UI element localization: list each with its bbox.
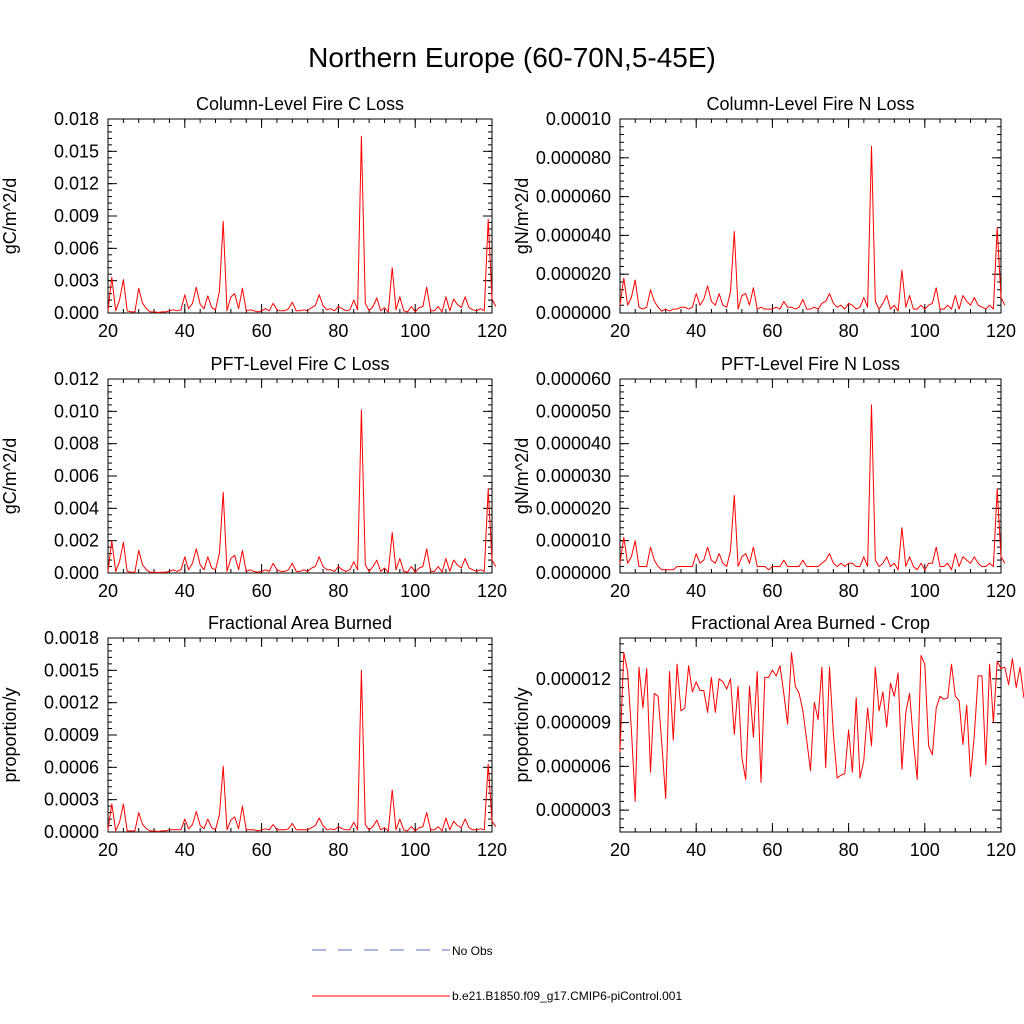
- x-tick-label: 80: [838, 581, 859, 601]
- y-tick-label: 0.000003: [535, 800, 611, 821]
- y-tick-label: 0.000009: [535, 712, 611, 733]
- x-tick-label: 80: [838, 321, 859, 341]
- x-tick-label: 120: [476, 581, 508, 601]
- x-tick-label: 40: [686, 581, 707, 601]
- chart-panel-2: [512, 94, 1016, 341]
- y-axis-label: gN/m^2/d: [512, 437, 532, 515]
- x-tick-label: 120: [476, 321, 508, 341]
- x-tick-label: 100: [400, 581, 431, 601]
- panel-title: PFT-Level Fire N Loss: [720, 354, 901, 374]
- panel-title: PFT-Level Fire C Loss: [210, 354, 390, 374]
- x-tick-label: 20: [609, 840, 631, 860]
- plot-frame: [108, 379, 492, 573]
- x-tick-label: 80: [328, 840, 349, 860]
- x-tick-label: 80: [328, 321, 349, 341]
- x-tick-label: 100: [909, 840, 940, 860]
- legend-model-label: b.e21.B1850.f09_g17.CMIP6-piControl.001: [452, 989, 683, 1003]
- x-tick-label: 60: [251, 840, 272, 860]
- x-tick-label: 100: [400, 840, 431, 860]
- y-tick-label: 0.002: [53, 530, 99, 551]
- y-tick-label: 0.008: [53, 433, 99, 454]
- y-tick-label: 0.015: [53, 141, 99, 162]
- y-tick-label: 0.004: [53, 498, 99, 519]
- series-line: [620, 146, 1005, 311]
- y-tick-label: 0.000006: [535, 756, 611, 777]
- y-tick-label: 0.0003: [43, 789, 99, 810]
- y-axis-label: proportion/y: [512, 687, 532, 783]
- chart-panel-5: [0, 613, 507, 860]
- y-tick-label: 0.003: [53, 270, 99, 291]
- x-tick-label: 120: [985, 321, 1017, 341]
- plot-frame: [620, 379, 1001, 573]
- y-tick-label: 0.000000: [535, 303, 611, 323]
- series-line: [108, 670, 496, 831]
- x-tick-label: 60: [762, 581, 783, 601]
- y-tick-label: 0.0015: [43, 660, 99, 681]
- y-axis-label: gC/m^2/d: [0, 437, 20, 515]
- y-tick-label: 0.000040: [535, 433, 611, 454]
- series-line: [620, 653, 1024, 802]
- y-tick-label: 0.000060: [535, 369, 611, 389]
- x-tick-label: 20: [97, 581, 119, 601]
- y-tick-label: 0.000: [53, 563, 99, 583]
- y-tick-label: 0.000040: [535, 225, 611, 246]
- x-tick-label: 120: [985, 840, 1017, 860]
- x-tick-label: 20: [609, 581, 631, 601]
- x-tick-label: 100: [909, 321, 940, 341]
- chart-panel-6: [512, 613, 1024, 860]
- x-tick-label: 100: [400, 321, 431, 341]
- y-tick-label: 0.0009: [43, 725, 99, 745]
- y-tick-label: 0.000080: [535, 147, 611, 168]
- y-tick-label: 0.006: [53, 466, 99, 486]
- series-line: [620, 405, 1005, 570]
- panel-title: Fractional Area Burned - Crop: [690, 613, 931, 633]
- series-line: [108, 136, 496, 312]
- y-tick-label: 0.000012: [535, 668, 611, 689]
- panel-title: Fractional Area Burned: [207, 613, 393, 633]
- y-tick-label: 0.0000: [43, 822, 99, 842]
- x-tick-label: 40: [686, 840, 707, 860]
- y-tick-label: 0.000020: [535, 498, 611, 519]
- y-axis-label: proportion/y: [0, 687, 20, 783]
- x-tick-label: 20: [97, 321, 119, 341]
- plot-frame: [620, 119, 1001, 313]
- panel-title: Column-Level Fire N Loss: [706, 94, 915, 114]
- y-axis-label: gN/m^2/d: [512, 177, 532, 255]
- y-tick-label: 0.012: [53, 369, 99, 389]
- page-title: Northern Europe (60-70N,5-45E): [308, 42, 716, 73]
- y-tick-label: 0.000010: [535, 530, 611, 551]
- x-tick-label: 60: [762, 321, 783, 341]
- legend-obs-label: No Obs: [452, 944, 493, 958]
- x-tick-label: 60: [251, 581, 272, 601]
- chart-panel-3: [0, 354, 507, 601]
- x-tick-label: 100: [909, 581, 940, 601]
- y-tick-label: 0.000000: [535, 563, 611, 583]
- plot-frame: [108, 119, 492, 313]
- x-tick-label: 40: [686, 321, 707, 341]
- series-line: [108, 410, 496, 573]
- x-tick-label: 20: [97, 840, 119, 860]
- y-tick-label: 0.012: [53, 173, 99, 194]
- x-tick-label: 120: [476, 840, 508, 860]
- x-tick-label: 40: [174, 581, 195, 601]
- y-tick-label: 0.000050: [535, 401, 611, 422]
- y-tick-label: 0.018: [53, 109, 99, 129]
- y-tick-label: 0.0012: [43, 692, 99, 713]
- legend: [312, 944, 682, 1003]
- y-tick-label: 0.010: [53, 401, 99, 422]
- y-tick-label: 0.006: [53, 238, 99, 259]
- x-tick-label: 20: [609, 321, 631, 341]
- y-tick-label: 0.000060: [535, 186, 611, 207]
- x-tick-label: 80: [838, 840, 859, 860]
- plot-frame: [108, 638, 492, 832]
- y-tick-label: 0.009: [53, 206, 99, 226]
- x-tick-label: 120: [985, 581, 1017, 601]
- y-tick-label: 0.00010: [545, 109, 611, 129]
- x-tick-label: 60: [251, 321, 272, 341]
- chart-panel-1: [0, 94, 507, 341]
- y-axis-label: gC/m^2/d: [0, 177, 20, 255]
- y-tick-label: 0.000: [53, 303, 99, 323]
- y-tick-label: 0.0018: [43, 628, 99, 648]
- x-tick-label: 40: [174, 321, 195, 341]
- x-tick-label: 80: [328, 581, 349, 601]
- chart-panel-4: [512, 354, 1016, 601]
- x-tick-label: 40: [174, 840, 195, 860]
- y-tick-label: 0.000030: [535, 466, 611, 486]
- y-tick-label: 0.000020: [535, 264, 611, 285]
- x-tick-label: 60: [762, 840, 783, 860]
- panel-title: Column-Level Fire C Loss: [195, 94, 405, 114]
- y-tick-label: 0.0006: [43, 757, 99, 778]
